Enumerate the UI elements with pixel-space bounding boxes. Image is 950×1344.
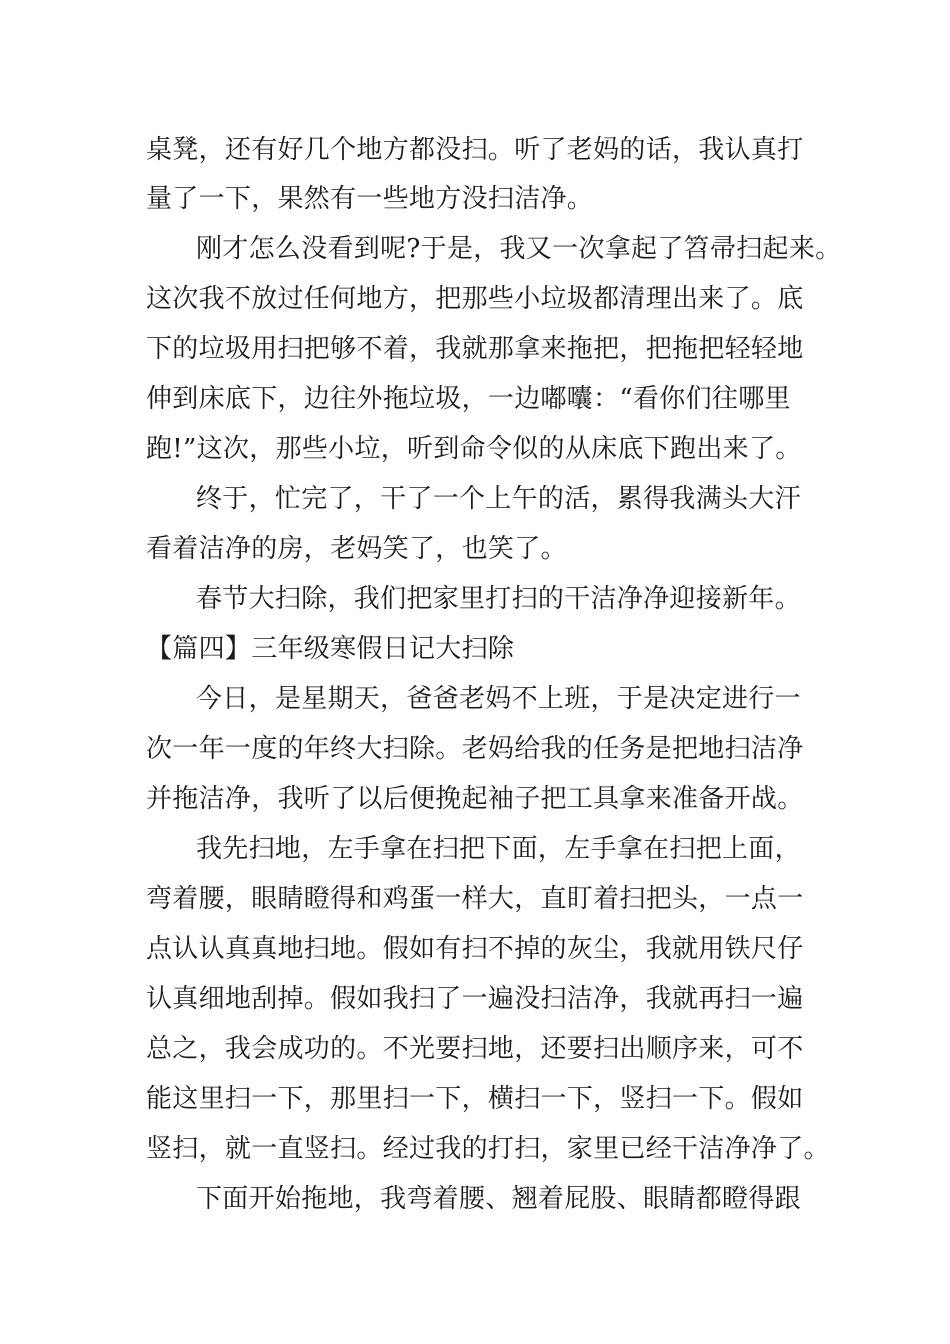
text-line: 量了一下，果然有一些地方没扫洁净。 xyxy=(146,184,594,214)
text-line: 这次我不放过任何地方，把那些小垃圾都清理出来了。底 xyxy=(146,284,804,314)
text-line: 下的垃圾用扫把够不着，我就那拿来拖把，把拖把轻轻地 xyxy=(146,334,804,364)
section-heading: 【篇四】三年级寒假日记大扫除 xyxy=(146,634,515,664)
text-line: 认真细地刮掉。假如我扫了一遍没扫洁净，我就再扫一遍 xyxy=(146,984,804,1014)
text-line: 跑!”这次，那些小垃，听到命令似的从床底下跑出来了。 xyxy=(146,434,802,464)
paragraph-first-line: 终于，忙完了，干了一个上午的活，累得我满头大汗 xyxy=(196,484,801,514)
paragraph-first-line: 刚才怎么没看到呢?于是，我又一次拿起了笤帚扫起来。 xyxy=(196,234,842,264)
paragraph-first-line: 今日，是星期天，爸爸老妈不上班，于是决定进行一 xyxy=(196,684,801,714)
text-line: 竖扫，就一直竖扫。经过我的打扫，家里已经干洁净净了。 xyxy=(146,1134,830,1164)
paragraph-first-line: 下面开始拖地，我弯着腰、翘着屁股、眼睛都瞪得跟 xyxy=(196,1184,801,1214)
paragraph-first-line: 春节大扫除，我们把家里打扫的干洁净净迎接新年。 xyxy=(196,584,801,614)
text-line: 总之，我会成功的。不光要扫地，还要扫出顺序来，可不 xyxy=(146,1034,804,1064)
text-line: 能这里扫一下，那里扫一下，横扫一下，竖扫一下。假如 xyxy=(146,1084,804,1114)
text-line: 并拖洁净，我听了以后便挽起袖子把工具拿来准备开战。 xyxy=(146,784,804,814)
text-line: 次一年一度的年终大扫除。老妈给我的任务是把地扫洁净 xyxy=(146,734,804,764)
text-line: 伸到床底下，边往外拖垃圾，一边嘟囔：“看你们往哪里 xyxy=(146,384,791,414)
text-line: 弯着腰，眼睛瞪得和鸡蛋一样大，直盯着扫把头，一点一 xyxy=(146,884,804,914)
text-line: 看着洁净的房，老妈笑了，也笑了。 xyxy=(146,534,567,564)
text-line: 桌凳，还有好几个地方都没扫。听了老妈的话，我认真打 xyxy=(146,135,804,165)
paragraph-first-line: 我先扫地，左手拿在扫把下面，左手拿在扫把上面， xyxy=(196,834,801,864)
text-line: 点认认真真地扫地。假如有扫不掉的灰尘，我就用铁尺仔 xyxy=(146,934,804,964)
